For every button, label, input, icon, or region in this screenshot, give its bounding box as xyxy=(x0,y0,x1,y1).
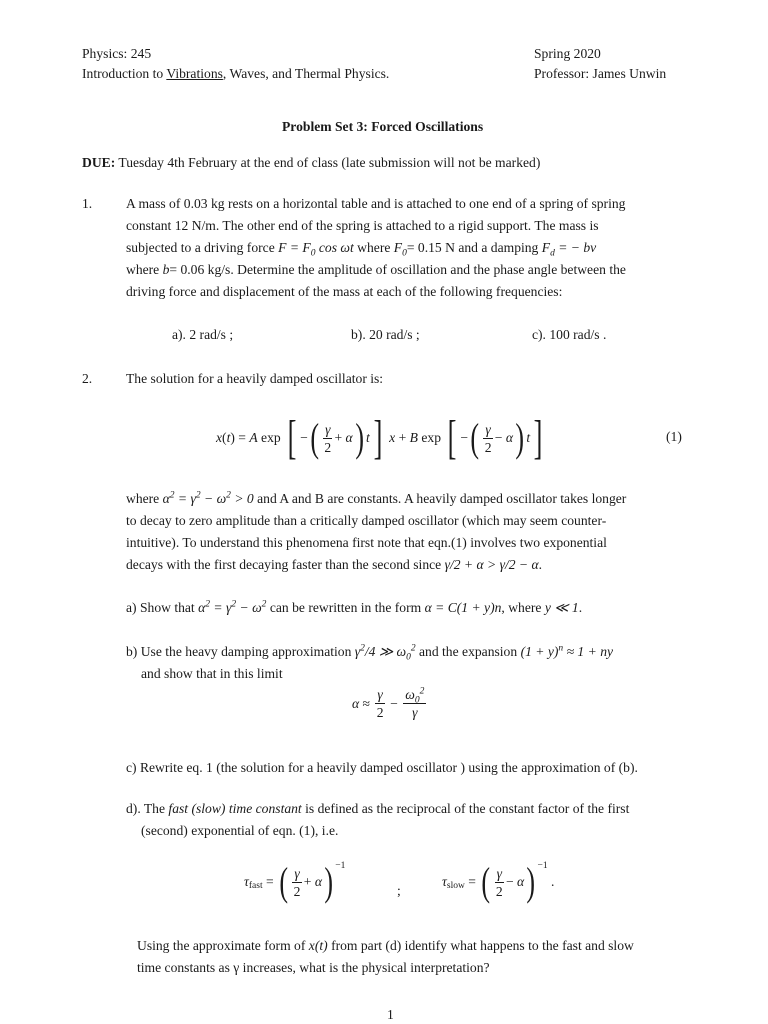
q1-line3-c: = 0.15 N and a damping xyxy=(406,240,539,255)
part-d-pre: d). The xyxy=(126,801,166,816)
course-subtitle xyxy=(82,66,389,82)
course-subtitle-pre: Introduction to xyxy=(82,66,167,81)
final-line1-c: from part (d) identify what happens to the fast and slow xyxy=(331,938,634,953)
q2-para-line4: decays with the first decaying faster than the second since γ/2 + α > γ/2 − α. xyxy=(126,557,543,572)
course-code: Physics: 245 xyxy=(82,46,152,61)
b-symbol: b xyxy=(162,262,170,277)
q1-option-c: c). 100 rad/s . xyxy=(532,327,607,342)
final-line1 xyxy=(137,938,634,954)
q2-intro: The solution for a heavily damped oscillator is: xyxy=(126,371,384,386)
part-d-line2: (second) exponential of eqn. (1), i.e. xyxy=(141,823,339,838)
q1-line5: driving force and displacement of the mass at each of the following frequencies: xyxy=(126,284,563,299)
part-a-pre: a) Show that xyxy=(126,600,195,615)
q1-line2: constant 12 N/m. The other end of the spring is attached to a rigid support. The mass is xyxy=(126,218,599,233)
q1-option-b: b). 20 rad/s ; xyxy=(351,327,420,342)
page-title: Problem Set 3: Forced Oscillations xyxy=(282,119,484,134)
term: Spring 2020 xyxy=(534,46,601,61)
q1-line4 xyxy=(126,262,626,278)
heavy-damping-approx: $\gamma^2/4$ ≫ $\omega_0^2$ xyxy=(354,643,416,663)
part-a-mid: can be rewritten in the form xyxy=(269,600,422,615)
q2-para-line2: to decay to zero amplitude than a critically damped oscillator (which may seem counter- xyxy=(126,513,607,528)
decay-inequality: γ/2 + α > γ/2 − α xyxy=(444,557,539,572)
driving-force-formula: $F = F_0$ cos ωt xyxy=(278,240,354,259)
part-a-eq2: α = C(1 + y)n xyxy=(424,600,502,615)
part-a-eq3: y ≪ 1 xyxy=(544,600,579,615)
q2-para-line1 xyxy=(126,491,626,507)
q2-para-line4-a: decays with the first decaying faster than the second since xyxy=(126,557,442,572)
part-b-line2: and show that in this limit xyxy=(141,666,283,681)
part-b-pre: b) Use the heavy damping approximation xyxy=(126,644,352,659)
course-subtitle-link[interactable]: Vibrations xyxy=(166,66,223,81)
q1-line3-b: where xyxy=(357,240,391,255)
page-number: 1 xyxy=(387,1007,394,1022)
part-b-mid: and the expansion xyxy=(419,644,518,659)
alpha-approx-formula: α ≈ $\frac{\gamma}{2}$ − $\frac{\omega_0^2}{\gamma}$ xyxy=(352,686,425,720)
q1-number: 1. xyxy=(82,196,93,211)
equation-1: x ( t ) = A exp [ − ( $\frac{\gamma}{2}$ + α ) t ] x + B exp [ − ( $\frac{\gamma}{2}$ − α ) t ] xyxy=(216,411,543,464)
part-d-line1 xyxy=(126,801,629,817)
part-a: a) Show that $\alpha^2 = \gamma^2 - \omega^2$ can be rewritten in the form α = C(1 + y)n, where y ≪ 1. xyxy=(126,599,583,615)
final-line1-xt: x(t) xyxy=(308,938,328,953)
q1-line4-a: where xyxy=(126,262,160,277)
q1-line1: A mass of 0.03 kg rests on a horizontal table and is attached to one end of a spring of spring xyxy=(126,196,626,211)
tau-slow-formula: τ $_{slow}$ = ( $\frac{\gamma}{2}$ − α ) $^{-1}$ . xyxy=(442,859,555,904)
part-d-italic: fast (slow) time constant xyxy=(168,801,302,816)
part-a-eq1: $\alpha^2 = \gamma^2 - \omega^2$ xyxy=(198,599,267,615)
q2-para-line1-a: where xyxy=(126,491,160,506)
equation-number: (1) xyxy=(666,429,682,444)
part-b-line1 xyxy=(126,643,614,663)
professor: Professor: James Unwin xyxy=(534,66,667,81)
q1-line3 xyxy=(126,240,597,259)
q1-line3-a: subjected to a driving force xyxy=(126,240,275,255)
tau-fast-formula: τ $_{fast}$ = ( $\frac{\gamma}{2}$ + α ) $^{-1}$ xyxy=(244,859,346,904)
due-text: Tuesday 4th February at the end of class (late submission will not be marked) xyxy=(118,155,541,170)
course-subtitle-post: , Waves, and Thermal Physics. xyxy=(222,66,390,81)
f0-symbol: $F_0$ xyxy=(393,240,407,259)
alpha-definition: $\alpha^2 = \gamma^2 - \omega^2 > 0$ xyxy=(162,490,254,506)
final-line1-a: Using the approximate form of xyxy=(137,938,306,953)
part-c: c) Rewrite eq. 1 (the solution for a heavily damped oscillator ) using the approximation of (b). xyxy=(126,760,638,775)
damping-formula: $F_d$ = − bv xyxy=(541,240,597,259)
due-line xyxy=(82,155,540,171)
binomial-expansion: $(1 + y)^n \approx 1$ + ny xyxy=(520,643,614,659)
q2-para-line3: intuitive). To understand this phenomena first note that eqn.(1) involves two exponential xyxy=(126,535,607,550)
q2-para-line1-b: and A and B are constants. A heavily damped oscillator takes longer xyxy=(257,491,627,506)
tau-separator: ; xyxy=(397,883,401,898)
part-a-post: , where xyxy=(501,600,542,615)
q1-option-a: a). 2 rad/s ; xyxy=(172,327,234,342)
final-line2: time constants as γ increases, what is the physical interpretation? xyxy=(137,960,490,975)
q1-line4-b: = 0.06 kg/s. Determine the amplitude of oscillation and the phase angle between the xyxy=(169,262,626,277)
due-label: DUE: xyxy=(82,155,116,170)
q2-number: 2. xyxy=(82,371,93,386)
part-d-post: is defined as the reciprocal of the constant factor of the first xyxy=(305,801,630,816)
